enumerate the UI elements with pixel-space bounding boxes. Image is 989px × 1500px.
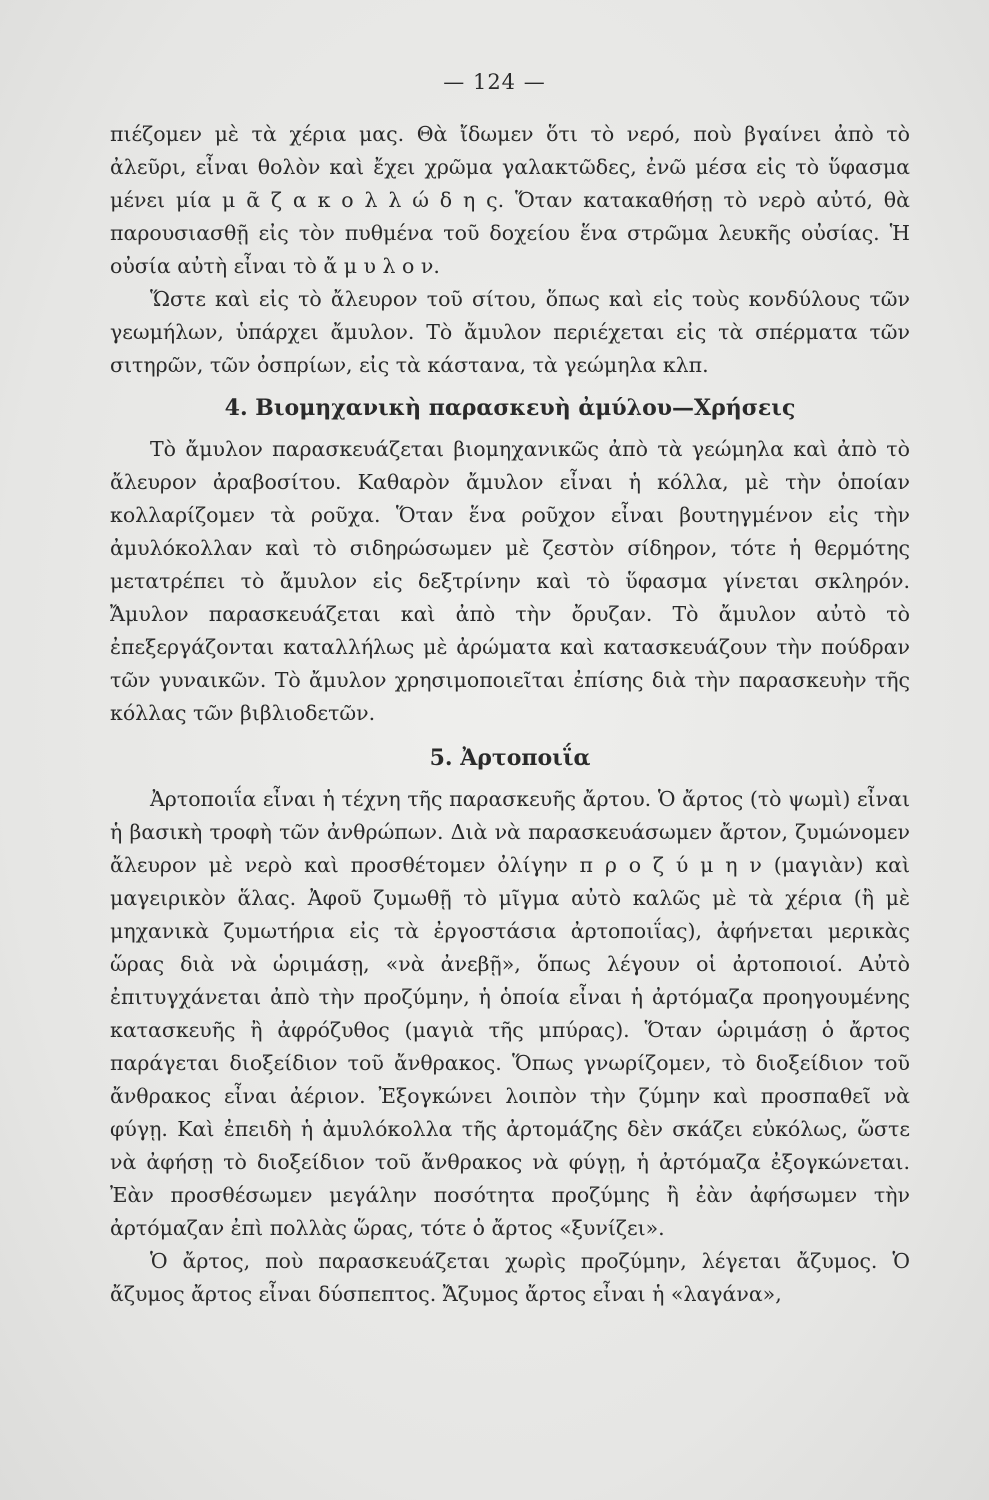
page-body [110, 118, 910, 1311]
paragraph-breadmaking: Ἀρτοποιΐα εἶναι ἡ τέχνη τῆς παρασκευῆς ἄρτου. Ὁ ἄρτος (τὸ ψωμὶ) εἶναι ἡ βασικὴ τροφὴ τῶν ἀνθρώπων. Διὰ νὰ παρασκευάσωμεν ἄρτον, ζυμώνομεν ἄλευρον μὲ νερὸ καὶ προσθέτομεν ὀλίγην π ρ ο ζ ύ μ η ν (μαγιὰν) καὶ μαγειρικὸν ἅλας. Ἀφοῦ ζυμωθῇ τὸ μῖγμα αὐτὸ καλῶς μὲ τὰ χέρια (ἢ μὲ μηχανικὰ ζυμωτήρια εἰς τὰ ἐργοστάσια ἀρτοποιΐας), ἀφήνεται μερικὰς ὥρας διὰ νὰ ὡριμάσῃ, «νὰ ἀνεβῇ», ὅπως λέγουν οἱ ἀρτοποιοί. Αὐτὸ ἐπιτυγχάνεται ἀπὸ τὴν προζύμην, ἡ ὁποία εἶναι ἡ ἀρτόμαζα προηγουμένης κατασκευῆς ἢ ἀφρόζυθος (μαγιὰ τῆς μπύρας). Ὅταν ὡριμάσῃ ὁ ἄρτος παράγεται διοξείδιον τοῦ ἄνθρακος. Ὅπως γνωρίζομεν, τὸ διοξείδιον τοῦ ἄνθρακος εἶναι ἀέριον. Ἐξογκώνει λοιπὸν τὴν ζύμην καὶ προσπαθεῖ νὰ φύγῃ. Καὶ ἐπειδὴ ἡ ἀμυλόκολλα τῆς ἀρτομάζης δὲν σκάζει εὐκόλως, ὥστε νὰ ἀφήσῃ τὸ διοξείδιον τοῦ ἄνθρακος νὰ φύγῃ, ἡ ἀρτόμαζα ἐξογκώνεται. Ἐὰν προσθέσωμεν μεγάλην ποσότητα προζύμης ἢ ἐὰν ἀφήσωμεν τὴν ἀρτόμαζαν ἐπὶ πολλὰς ὥρας, τότε ὁ ἄρτος «ξυνίζει». [110, 787, 910, 1240]
paragraph-continuation: πιέζομεν μὲ τὰ χέρια μας. Θὰ ἴδωμεν ὅτι τὸ νερό, ποὺ βγαίνει ἀπὸ τὸ ἀλεῦρι, εἶναι θολὸν καὶ ἔχει χρῶμα γαλακτῶδες, ἐνῶ μέσα εἰς τὸ ὕφασμα μένει μία μ ᾶ ζ α κ ο λ λ ώ δ η ς. Ὅταν κατακαθήσῃ τὸ νερὸ αὐτό, θὰ παρουσιασθῇ εἰς τὸν πυθμένα τοῦ δοχείου ἕνα στρῶμα λευκῆς οὐσίας. Ἡ οὐσία αὐτὴ εἶναι τὸ ἄ μ υ λ ο ν. [110, 122, 910, 278]
section-heading-4: 4. Βιομηχανικὴ παρασκευὴ ἀμύλου—Χρήσεις [224, 395, 796, 421]
section-heading-5: 5. Ἀρτοποιΐα [429, 745, 591, 771]
paragraph-industrial-starch: Τὸ ἄμυλον παρασκευάζεται βιομηχανικῶς ἀπὸ τὰ γεώμηλα καὶ ἀπὸ τὸ ἄλευρον ἀραβοσίτου. Καθαρὸν ἄμυλον εἶναι ἡ κόλλα, μὲ τὴν ὁποίαν κολλαρίζομεν τὰ ροῦχα. Ὅταν ἕνα ροῦχον εἶναι βουτηγμένον εἰς τὴν ἀμυλόκολλαν καὶ τὸ σιδηρώσωμεν μὲ ζεστὸν σίδηρον, τότε ἡ θερμότης μετατρέπει τὸ ἄμυλον εἰς δεξτρίνην καὶ τὸ ὕφασμα γίνεται σκληρόν. Ἄμυλον παρασκευάζεται καὶ ἀπὸ τὴν ὄρυζαν. Τὸ ἄμυλον αὐτὸ τὸ ἐπεξεργάζονται καταλλήλως μὲ ἀρώματα καὶ κατασκευάζουν τὴν πούδραν τῶν γυναικῶν. Τὸ ἄμυλον χρησιμοποιεῖται ἐπίσης διὰ τὴν παρασκευὴν τῆς κόλλας τῶν βιβλιοδετῶν. [110, 437, 910, 725]
paragraph-starch-sources: Ὥστε καὶ εἰς τὸ ἄλευρον τοῦ σίτου, ὅπως καὶ εἰς τοὺς κονδύλους τῶν γεωμήλων, ὑπάρχει ἄμυλον. Τὸ ἄμυλον περιέχεται εἰς τὰ σπέρματα τῶν σιτηρῶν, τῶν ὀσπρίων, εἰς τὰ κάστανα, τὰ γεώμηλα κλπ. [110, 287, 910, 377]
page-number: — 124 — [443, 70, 546, 94]
paragraph-unleavened-bread: Ὁ ἄρτος, ποὺ παρασκευάζεται χωρὶς προζύμην, λέγεται ἄζυμος. Ὁ ἄζυμος ἄρτος εἶναι δύσπεπτος. Ἄζυμος ἄρτος εἶναι ἡ «λαγάνα», [110, 1249, 910, 1306]
